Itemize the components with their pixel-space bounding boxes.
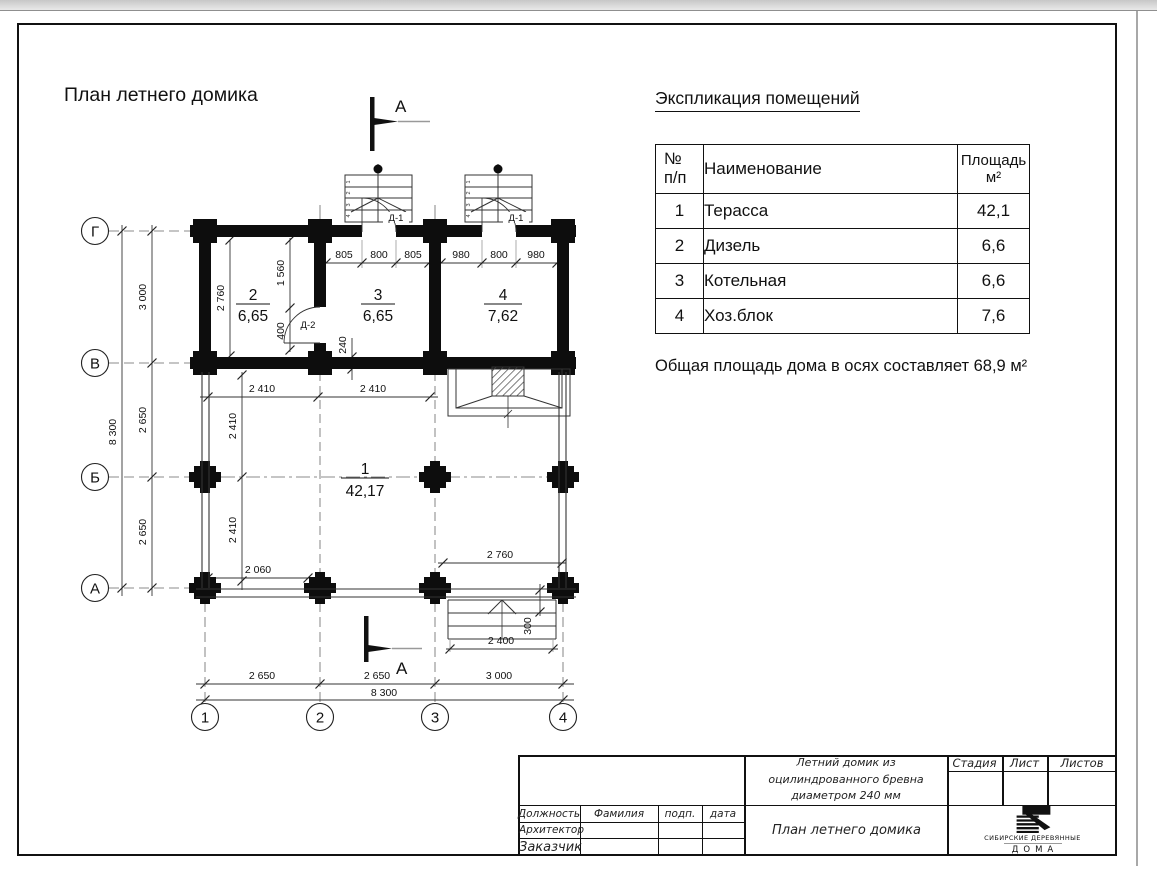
axis-row-label: А [89, 580, 101, 598]
columns [189, 219, 579, 604]
axis-col-label: 2 [315, 709, 325, 727]
door-label-d1: Д-1 [388, 213, 404, 224]
step-number: 1 [466, 180, 472, 184]
table-row [656, 194, 1030, 229]
dim-label: 805 [335, 249, 353, 261]
date-header: дата [709, 807, 737, 820]
dim-label: 3 000 [485, 670, 513, 682]
dim-label: 805 [404, 249, 422, 261]
logo-text-line2: ДОМА [1011, 845, 1059, 855]
door-label-d2: Д-2 [300, 320, 316, 331]
room-area: 6,65 [237, 308, 269, 325]
stove [448, 367, 570, 428]
table-row [656, 264, 1030, 299]
step-number: 4 [346, 214, 352, 218]
step-number: 1 [346, 180, 352, 184]
dim-label: 8 300 [370, 687, 398, 699]
step-number: 2 [466, 191, 472, 195]
section-marker-bottom [364, 616, 422, 678]
project-description: Летний домик из оцилиндрованного бревна диаметром 240 мм [768, 756, 924, 803]
stage-header: Стадия [952, 756, 997, 770]
dim-label: 2 400 [487, 635, 515, 647]
signature-header: подп. [664, 807, 696, 820]
dim-label: 3 000 [137, 283, 149, 311]
step-number: 2 [346, 191, 352, 195]
dim-label: 2 650 [363, 670, 391, 682]
dim-label: 2 410 [359, 383, 387, 395]
dim-label: 800 [370, 249, 388, 261]
row-area: 6,6 [958, 229, 1030, 264]
dim-label: 300 [522, 617, 534, 635]
axis-col-label: 4 [558, 709, 568, 727]
room-area: 42,17 [345, 483, 385, 500]
row-num: 3 [656, 264, 704, 299]
col-header-num-line2: п/п [664, 169, 687, 187]
col-header-area-line2: м² [985, 169, 1002, 186]
explication-heading: Экспликация помещений [655, 88, 860, 112]
dim-label: 2 760 [215, 284, 227, 312]
dim-label: 2 760 [486, 549, 514, 561]
dim-label: 8 300 [107, 418, 119, 446]
section-marker-top [370, 97, 430, 151]
door-label-d1: Д-1 [508, 213, 524, 224]
stair-step-numbers [346, 180, 472, 217]
position-header: Должность [517, 807, 581, 820]
table-row [656, 299, 1030, 334]
room-area: 7,62 [487, 308, 519, 325]
room-number: 3 [373, 287, 383, 304]
axis-col-label: 1 [200, 709, 210, 727]
logo-text-line1: СИБИРСКИЕ ДЕРЕВЯННЫЕ [984, 834, 1081, 843]
row-num: 2 [656, 229, 704, 264]
sheets-header: Листов [1060, 756, 1104, 770]
room-area: 6,65 [362, 308, 394, 325]
row-name: Терасса [704, 194, 958, 229]
dim-label: 2 410 [227, 412, 239, 440]
dim-label: 400 [275, 322, 287, 340]
dim-label: 2 410 [248, 383, 276, 395]
dim-label: 980 [527, 249, 545, 261]
col-header-area-line1: Площадь [960, 151, 1027, 169]
row-num: 4 [656, 299, 704, 334]
room-number: 1 [360, 461, 370, 478]
logo-divider [1004, 843, 1062, 844]
row-name: Дизель [704, 229, 958, 264]
dim-label: 240 [337, 336, 349, 354]
axis-row-label: Г [90, 223, 100, 241]
page-title: План летнего домика [64, 84, 258, 106]
step-number: 3 [466, 203, 472, 207]
dim-label: 2 060 [244, 564, 272, 576]
dim-label: 2 650 [137, 406, 149, 434]
section-label-bottom: А [396, 659, 408, 678]
table-row [656, 229, 1030, 264]
section-label-top: А [395, 97, 407, 116]
explication-table [655, 144, 1030, 334]
room-number: 4 [498, 287, 508, 304]
dim-label: 2 650 [137, 518, 149, 546]
dim-label: 980 [452, 249, 470, 261]
col-header-num-line1: № [664, 150, 682, 169]
dimension-labels [107, 249, 545, 699]
axis-col-label: 3 [430, 709, 440, 727]
axis-lines [109, 205, 576, 703]
row-area: 6,6 [958, 264, 1030, 299]
step-number: 3 [346, 203, 352, 207]
col-header-name: Наименование [704, 159, 822, 178]
architect-row-label: Архитектор [519, 824, 585, 836]
total-area-note: Общая площадь дома в осях составляет 68,9 м² [655, 357, 1028, 375]
name-header: Фамилия [593, 807, 645, 820]
room-number: 2 [248, 287, 258, 304]
row-area: 7,6 [958, 299, 1030, 334]
drawing-title: План летнего домика [772, 823, 921, 838]
row-num: 1 [656, 194, 704, 229]
client-row-label: Заказчик [519, 839, 583, 855]
dim-label: 2 410 [227, 516, 239, 544]
axis-row-label: Б [90, 469, 100, 487]
axis-bubble-labels [90, 224, 567, 727]
logo-house-icon [1013, 806, 1053, 833]
company-logo [948, 806, 1117, 855]
row-name: Котельная [704, 264, 958, 299]
step-number: 4 [466, 214, 472, 218]
row-name: Хоз.блок [704, 299, 958, 334]
dim-label: 1 560 [275, 259, 287, 287]
dim-label: 2 650 [248, 670, 276, 682]
sheet-header: Лист [1009, 756, 1040, 770]
row-area: 42,1 [958, 194, 1030, 229]
dim-label: 800 [490, 249, 508, 261]
axis-row-label: В [89, 355, 101, 373]
